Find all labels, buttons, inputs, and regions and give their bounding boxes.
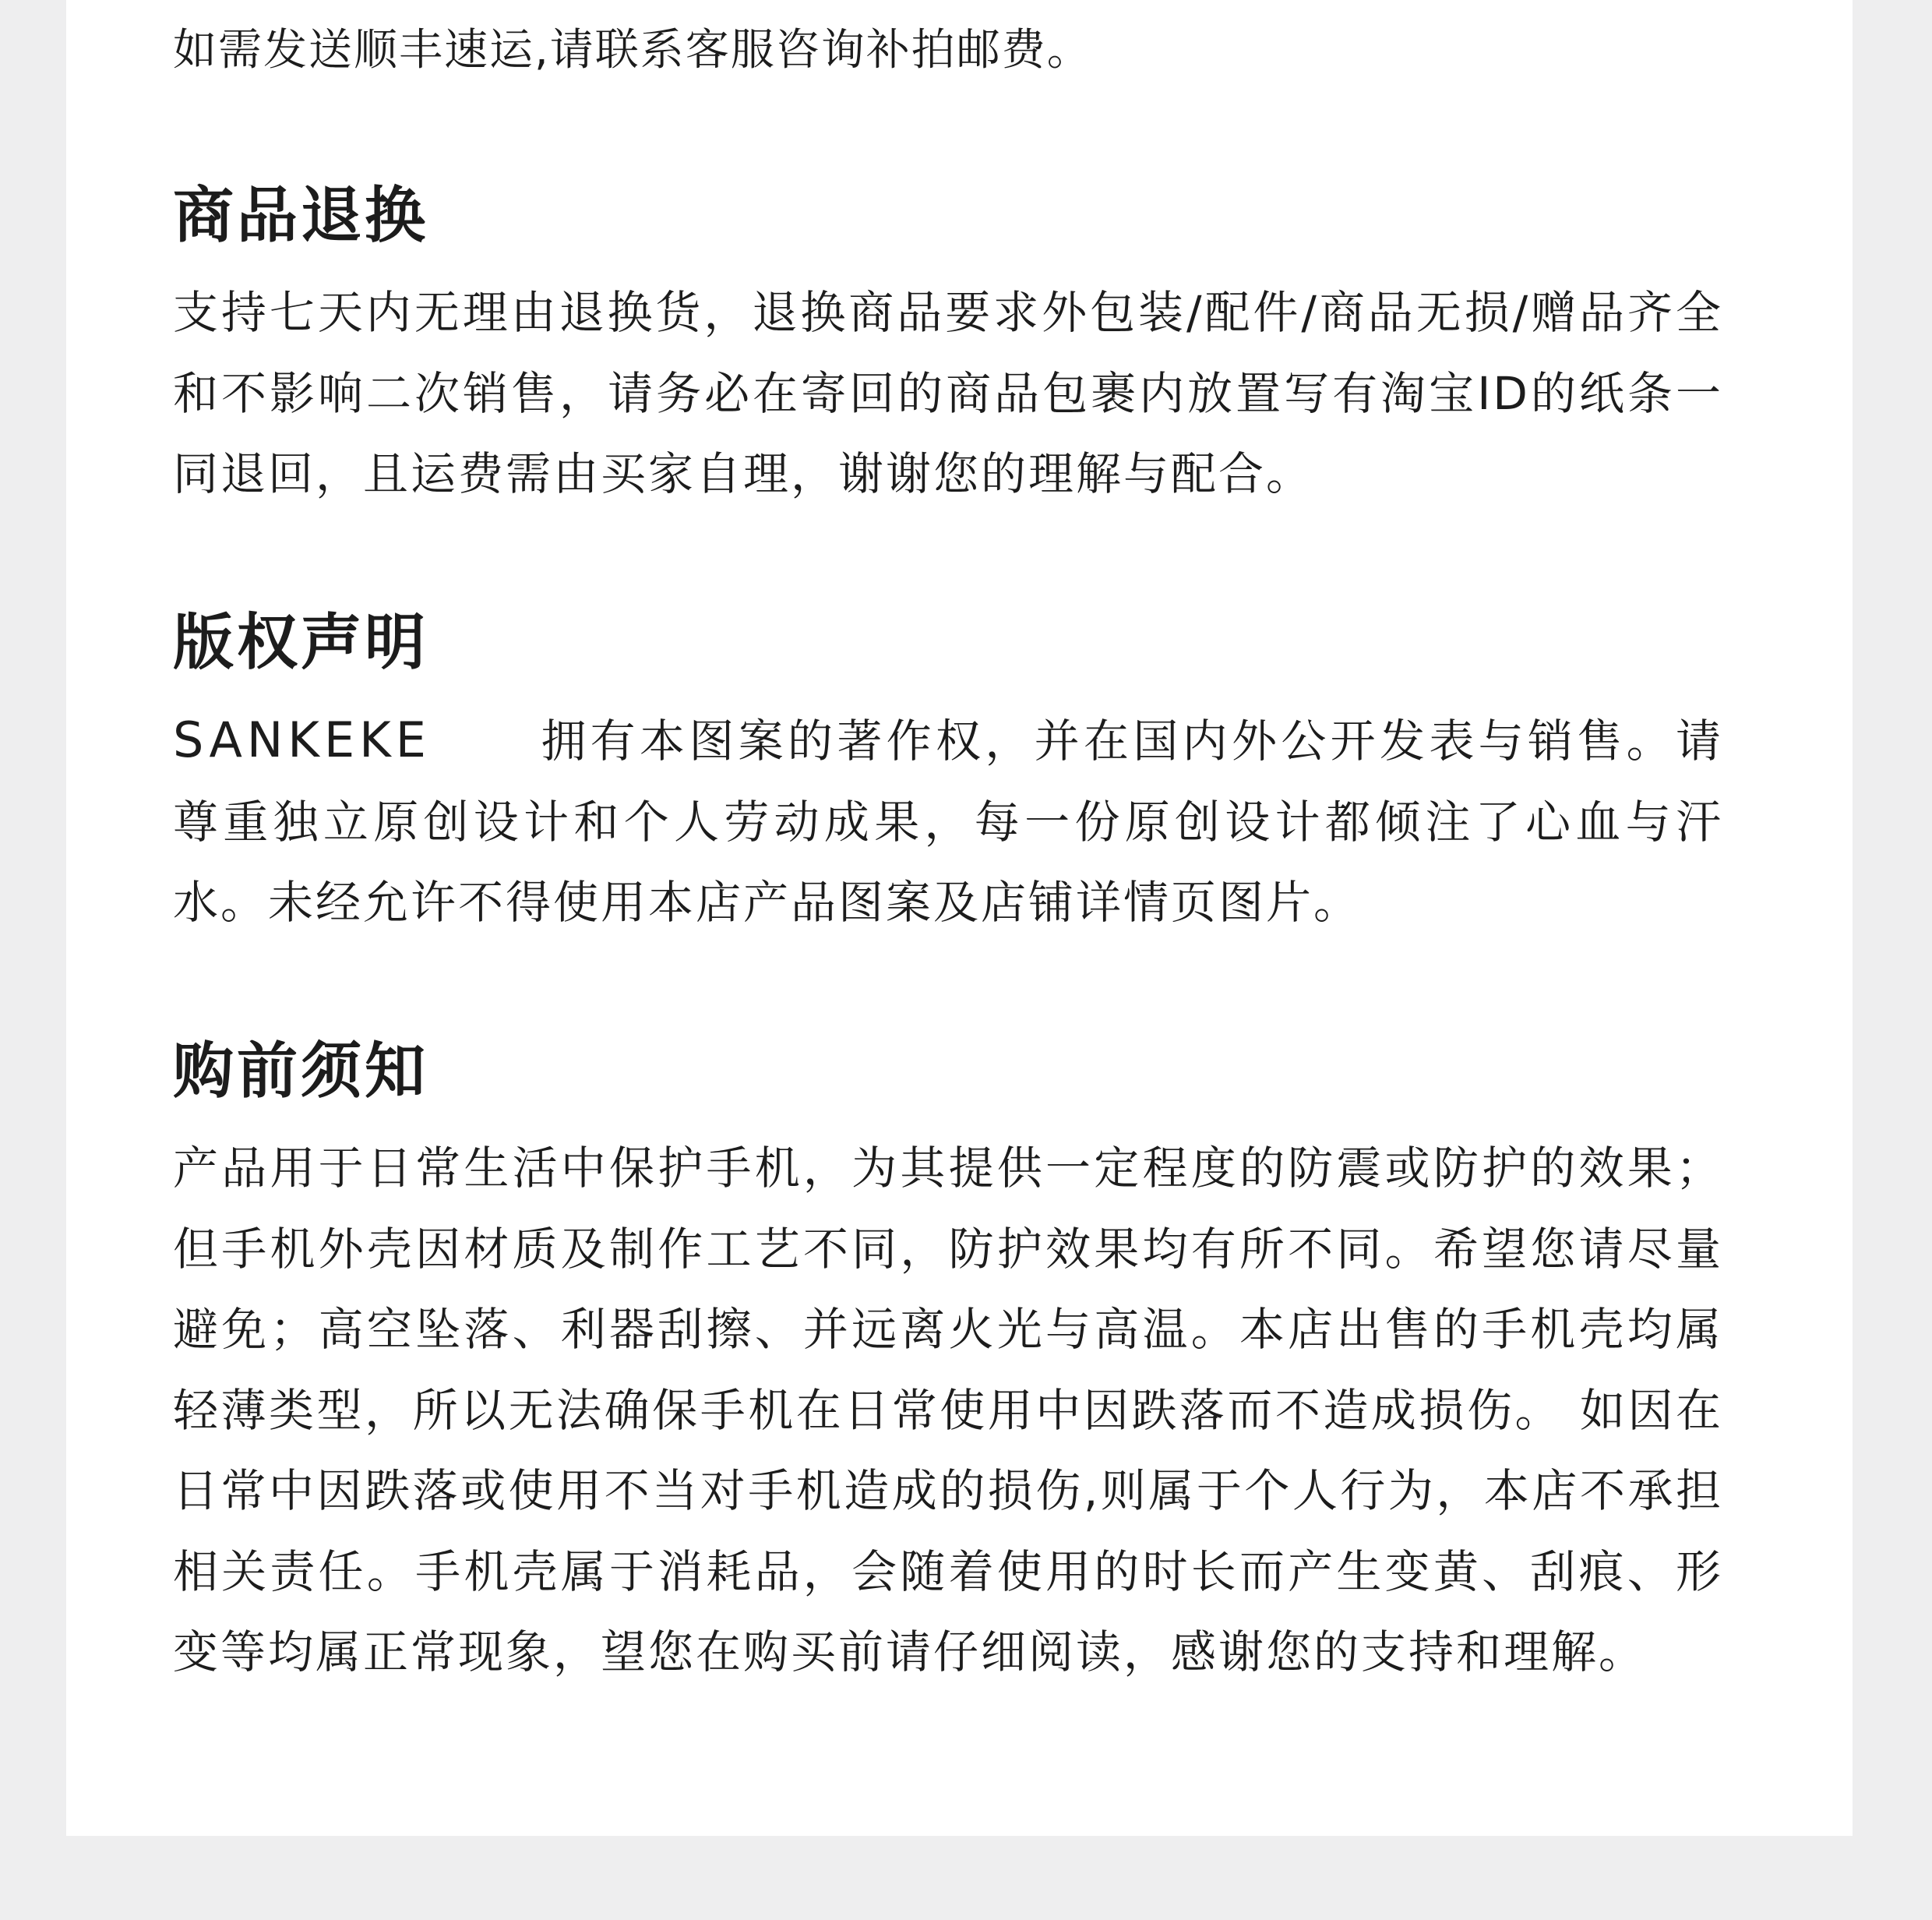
return-policy-section — [173, 181, 1723, 515]
copyright-heading: 版权声明 — [173, 608, 429, 678]
shipping-note: 如需发送顺丰速运,请联系客服咨询补拍邮费。 — [173, 25, 1092, 76]
brand-name: SANKEKE — [173, 711, 431, 768]
content-card — [66, 0, 1853, 1836]
return-policy-heading: 商品退换 — [173, 181, 429, 251]
copyright-section — [173, 608, 1723, 944]
purchase-notice-text: 产品用于日常生活中保护手机，为其提供一定程度的防震或防护的效果；但手机外壳因材质及制作工艺不同，防护效果均有所不同。希望您请尽量避免；高空坠落、利器刮擦、并远离火光与高温。本店出售的手机壳均属轻薄类型，所以无法确保手机在日常使用中因跌落而不造成损伤。 如因在日常中因跌落或使用不当对手机造成的损伤,则属于个人行为，本店不承担相关责任。手机壳属于消耗品，会随着使用的时长而产生变黄、刮痕、形变等均属正常现象，望您在购买前请仔细阅读，感谢您的支持和理解。 — [173, 1142, 1723, 1678]
purchase-notice-heading: 购前须知 — [173, 1036, 429, 1106]
copyright-body: 拥有本图案的著作权，并在国内外公开发表与销售。请尊重独立原创设计和个人劳动成果，每一份原创设计都倾注了心血与汗水。未经允许不得使用本店产品图案及店铺详情页图片。 — [173, 715, 1723, 929]
copyright-text — [173, 700, 1723, 944]
return-policy-text: 支持七天内无理由退换货，退换商品要求外包装/配件/商品无损/赠品齐全和不影响二次销售，请务必在寄回的商品包裹内放置写有淘宝ID的纸条一同退回，且运费需由买家自理，谢谢您的理解与配合。 — [173, 286, 1723, 500]
purchase-notice-section — [173, 1036, 1723, 1693]
